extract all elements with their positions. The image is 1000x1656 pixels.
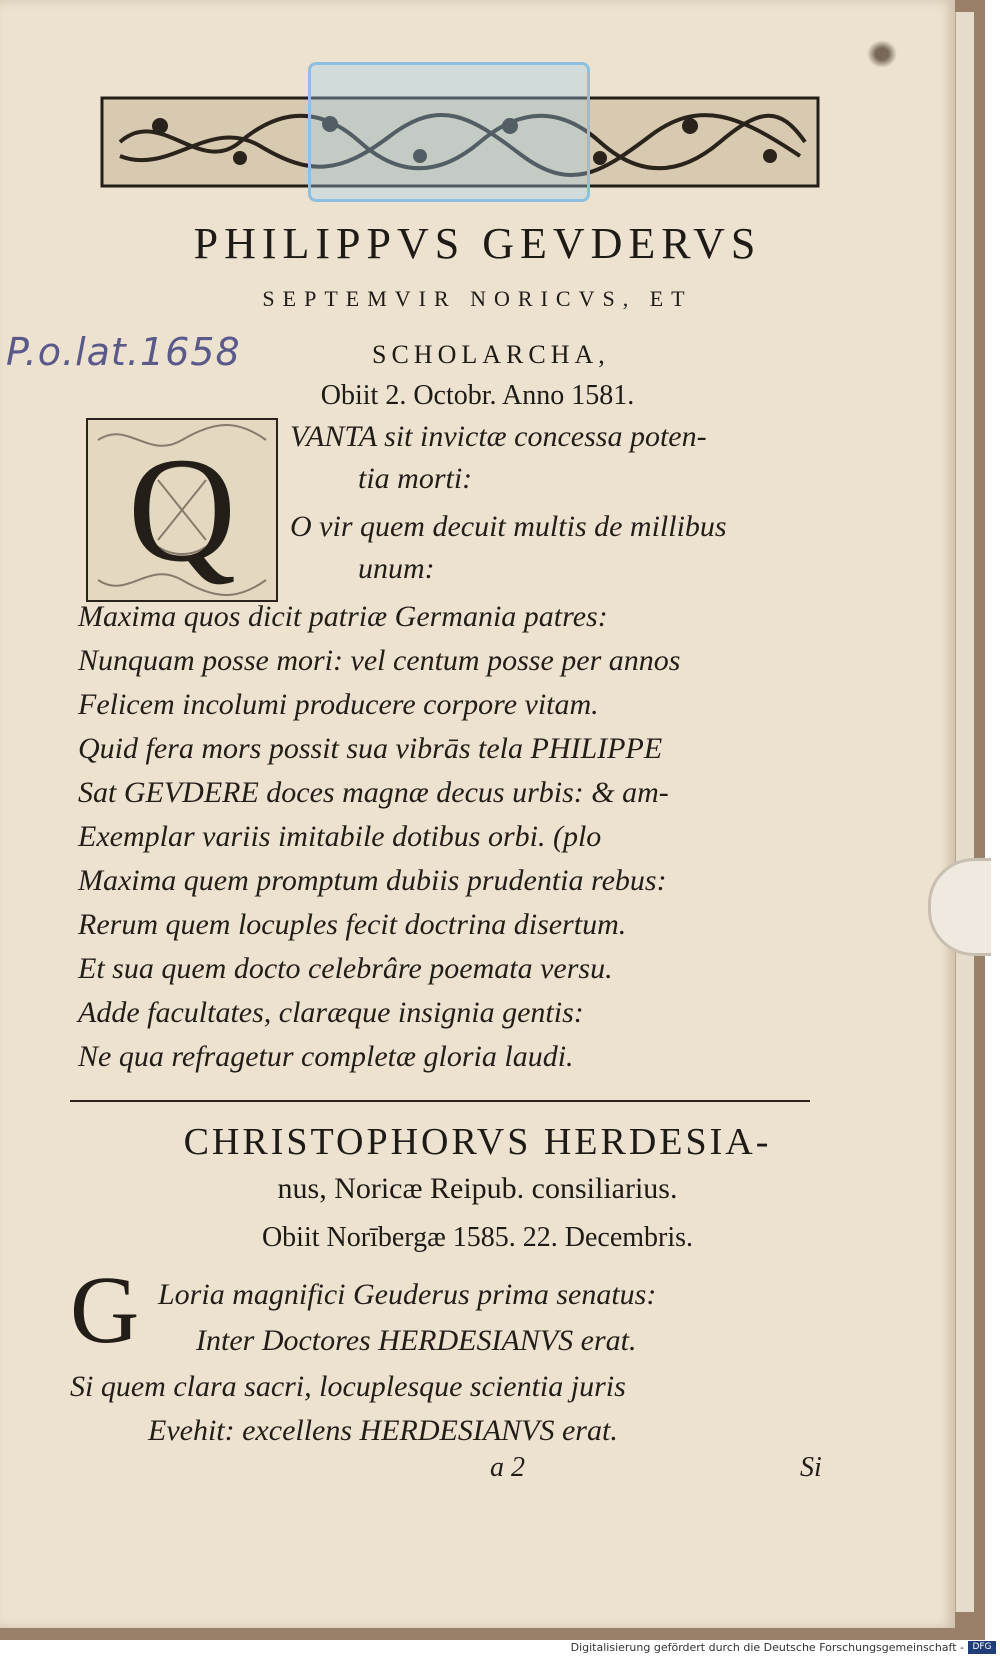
- initial-letter-g: G: [70, 1256, 140, 1363]
- subtitle: SEPTEMVIR NORICVS, ET: [262, 286, 693, 311]
- section-subtitle: nus, Noricæ Reipub. consiliarius.: [277, 1172, 678, 1205]
- initial-letter: Q: [127, 427, 237, 593]
- section-obit: Obiit Norībergæ 1585. 22. Decembris.: [261, 1222, 694, 1253]
- dfg-logo: DFG: [968, 1641, 996, 1654]
- page-title: PHILIPPVS GEVDERVS: [193, 219, 762, 268]
- ink-spot: [867, 40, 897, 68]
- verse-line: Adde facultates, claræque insignia gentis:: [78, 996, 584, 1029]
- page-edge: [955, 12, 974, 1612]
- funding-credit: Digitalisierung gefördert durch die Deutsche Forschungsgemeinschaft -: [570, 1641, 964, 1654]
- verse-line: unum:: [358, 552, 435, 585]
- handwritten-shelfmark: P.o.lat.1658: [6, 330, 241, 374]
- verse-line: Maxima quem promptum dubiis prudentia rebus:: [78, 864, 667, 897]
- verse-line: Maxima quos dicit patriæ Germania patres:: [78, 600, 608, 633]
- verse-line: Felicem incolumi producere corpore vitam.: [78, 688, 599, 721]
- role-line: SCHOLARCHA,: [372, 340, 610, 369]
- verse-line: Evehit: excellens HERDESIANVS erat.: [148, 1414, 618, 1447]
- decorated-initial: [86, 418, 278, 602]
- obit-line: Obiit 2. Octobr. Anno 1581.: [320, 380, 635, 411]
- verse-line: Rerum quem locuples fecit doctrina disertum.: [78, 908, 627, 941]
- section-divider: [70, 1100, 810, 1102]
- verse-line: Sat GEVDERE doces magnæ decus urbis: & am-: [78, 776, 669, 809]
- signature-mark: a 2: [490, 1452, 525, 1483]
- verse-line: Quid fera mors possit sua vibrās tela PHILIPPE: [78, 732, 663, 765]
- verse-line: Et sua quem docto celebrâre poemata versu.: [78, 952, 613, 985]
- verse-line: Loria magnifici Geuderus prima senatus:: [158, 1278, 657, 1311]
- library-stamp: [308, 62, 590, 202]
- verse-line: tia morti:: [358, 462, 473, 495]
- verse-line: O vir quem decuit multis de millibus: [290, 510, 727, 543]
- catchword: Si: [800, 1452, 822, 1483]
- verse-line: Ne qua refragetur completæ gloria laudi.: [78, 1040, 574, 1073]
- verse-line: Si quem clara sacri, locuplesque scientia juris: [70, 1370, 626, 1403]
- verse-line: Nunquam posse mori: vel centum posse per annos: [78, 644, 681, 677]
- verse-line: VANTA sit invictæ concessa poten-: [290, 420, 707, 453]
- section-title: CHRISTOPHORVS HERDESIA-: [183, 1121, 772, 1163]
- verse-line: Exemplar variis imitabile dotibus orbi. (plo: [78, 820, 602, 853]
- verse-line: Inter Doctores HERDESIANVS erat.: [196, 1324, 637, 1357]
